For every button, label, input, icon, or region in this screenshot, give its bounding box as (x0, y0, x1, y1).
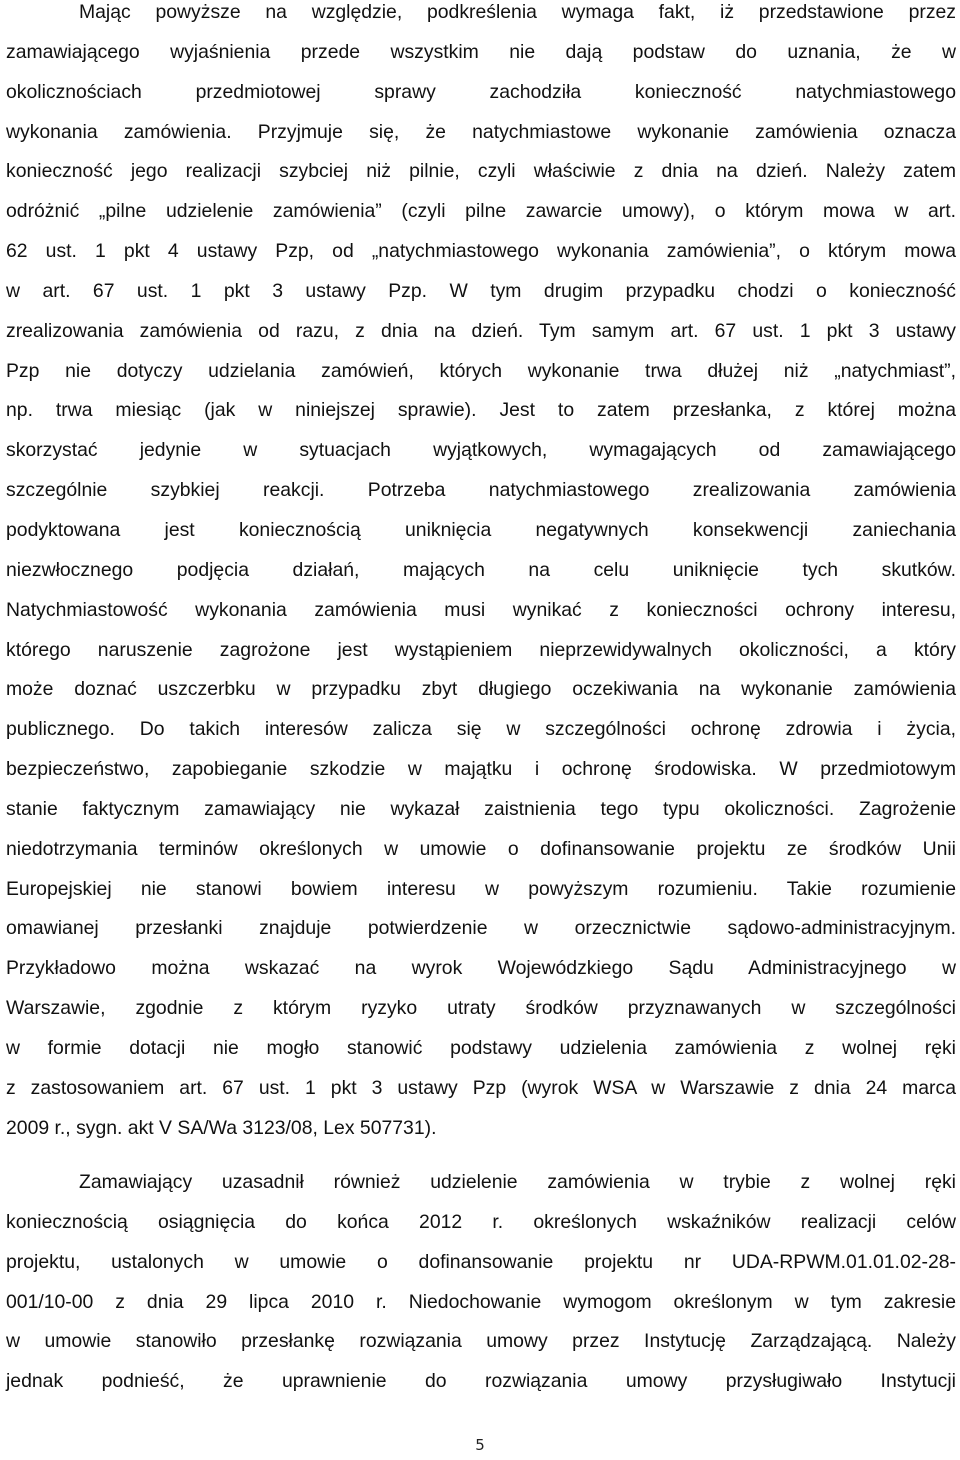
text-line: Warszawie, zgodnie z którym ryzyko utraty środków przyznawanych w szczególności (6, 997, 956, 1020)
text-line: w formie dotacji nie mogło stanowić podstawy udzielenia zamówienia z wolnej ręki (6, 1036, 956, 1059)
text-line: 2009 r., sygn. akt V SA/Wa 3123/08, Lex 507731). (6, 1116, 437, 1139)
text-line: Pzp nie dotyczy udzielania zamówień, których wykonanie trwa dłużej niż „natychmiast”, (6, 359, 956, 382)
text-line: zamawiającego wyjaśnienia przede wszystkim nie dają podstaw do uznania, że w (6, 40, 956, 63)
text-line: Przykładowo można wskazać na wyrok Wojewódzkiego Sądu Administracyjnego w (6, 957, 956, 980)
text-line: z zastosowaniem art. 67 ust. 1 pkt 3 ustawy Pzp (wyrok WSA w Warszawie z dnia 24 marca (6, 1076, 956, 1099)
text-line: stanie faktycznym zamawiający nie wykazał zaistnienia tego typu okoliczności. Zagrożenie (6, 797, 956, 820)
paragraph-1 (6, 0, 956, 1148)
text-line: wykonania zamówienia. Przyjmuje się, że natychmiastowe wykonanie zamówienia oznacza (6, 120, 956, 143)
text-line: niedotrzymania terminów określonych w umowie o dofinansowanie projektu ze środków Unii (6, 837, 956, 860)
paragraph-2 (6, 1163, 956, 1402)
text-line: w umowie stanowiło przesłankę rozwiązania umowy przez Instytucję Zarządzającą. Należy (6, 1330, 956, 1353)
text-line: zrealizowania zamówienia od razu, z dnia na dzień. Tym samym art. 67 ust. 1 pkt 3 ustawy (6, 319, 956, 342)
text-line: w art. 67 ust. 1 pkt 3 ustawy Pzp. W tym drugim przypadku chodzi o konieczność (6, 279, 956, 302)
text-line: publicznego. Do takich interesów zalicza się w szczególności ochronę zdrowia i życia, (6, 718, 956, 741)
text-line: 001/10-00 z dnia 29 lipca 2010 r. Niedochowanie wymogom określonym w tym zakresie (6, 1290, 956, 1313)
text-line: koniecznością osiągnięcia do końca 2012 r. określonych wskaźników realizacji celów (6, 1210, 956, 1233)
text-line: projektu, ustalonych w umowie o dofinansowanie projektu nr UDA-RPWM.01.01.02-28- (6, 1250, 956, 1273)
text-line: którego naruszenie zagrożone jest wystąpieniem nieprzewidywalnych okoliczności, a który (6, 638, 956, 661)
text-line: niezwłocznego podjęcia działań, mających na celu uniknięcie tych skutków. (6, 558, 956, 581)
text-line: konieczność jego realizacji szybciej niż pilnie, czyli właściwie z dnia na dzień. Należy zatem (6, 160, 956, 183)
text-line: Europejskiej nie stanowi bowiem interesu w powyższym rozumieniu. Takie rozumienie (6, 877, 956, 900)
text-line: Natychmiastowość wykonania zamówienia musi wynikać z konieczności ochrony interesu, (6, 598, 956, 621)
text-line: skorzystać jedynie w sytuacjach wyjątkowych, wymagających od zamawiającego (6, 439, 956, 462)
text-line: Mając powyższe na względzie, podkreślenia wymaga fakt, iż przedstawione przez (79, 1, 956, 23)
text-line: odróżnić „pilne udzielenie zamówienia” (czyli pilne zawarcie umowy), o którym mowa w art. (6, 200, 956, 223)
text-line: Zamawiający uzasadnił również udzielenie zamówienia w trybie z wolnej ręki (79, 1171, 956, 1193)
text-line: 62 ust. 1 pkt 4 ustawy Pzp, od „natychmiastowego wykonania zamówienia”, o którym mowa (6, 240, 956, 263)
text-line: jednak podnieść, że uprawnienie do rozwiązania umowy przysługiwało Instytucji (6, 1370, 956, 1393)
text-line: szczególnie szybkiej reakcji. Potrzeba natychmiastowego zrealizowania zamówienia (6, 479, 956, 502)
page-number: 5 (475, 1436, 485, 1454)
text-line: omawianej przesłanki znajduje potwierdzenie w orzecznictwie sądowo-administracyjnym. (6, 917, 956, 940)
text-line: może doznać uszczerbku w przypadku zbyt długiego oczekiwania na wykonanie zamówienia (6, 678, 956, 701)
text-line: np. trwa miesiąc (jak w niniejszej sprawie). Jest to zatem przesłanka, z której można (6, 399, 956, 422)
text-line: podyktowana jest koniecznością uniknięcia negatywnych konsekwencji zaniechania (6, 518, 956, 541)
text-line: okolicznościach przedmiotowej sprawy zachodziła konieczność natychmiastowego (6, 80, 956, 103)
text-line: bezpieczeństwo, zapobieganie szkodzie w majątku i ochronę środowiska. W przedmiotowym (6, 758, 956, 781)
